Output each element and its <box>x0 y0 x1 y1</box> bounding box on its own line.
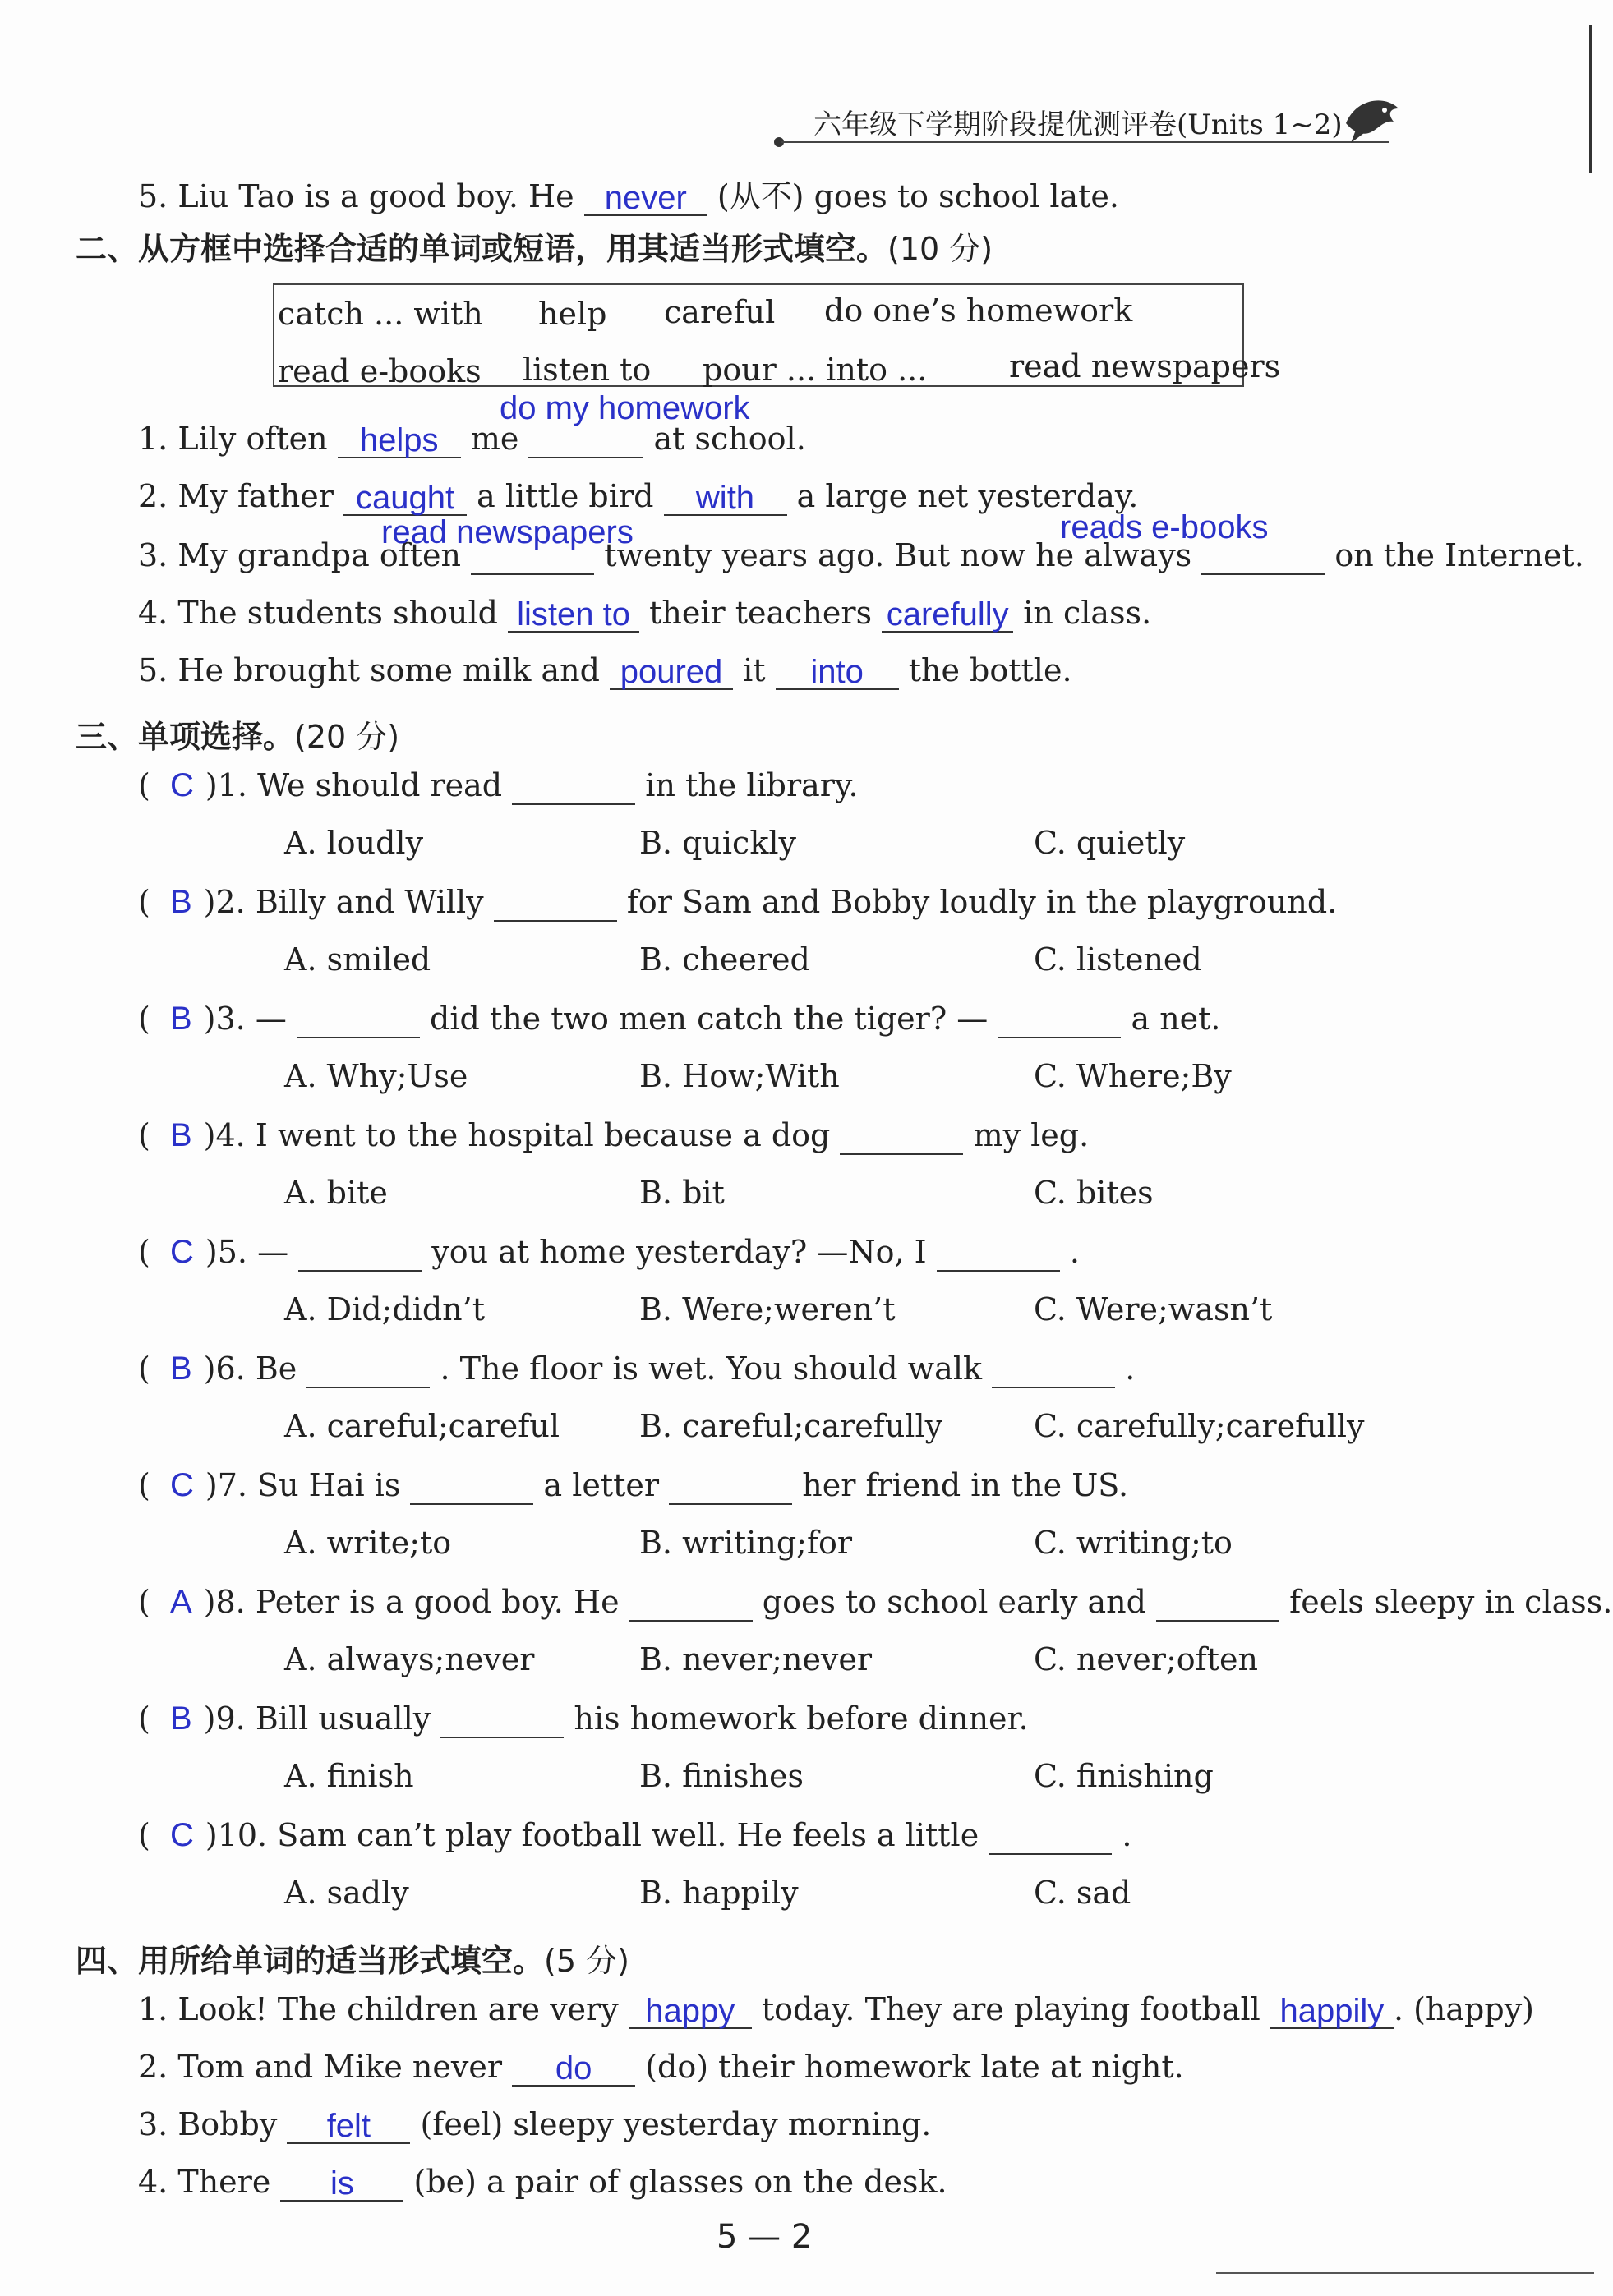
item-text: today. They are playing football <box>761 1991 1260 2027</box>
item-text: The students should <box>177 595 498 631</box>
item-number: 3. <box>138 2106 168 2142</box>
question-number: )5. <box>205 1234 247 1270</box>
item-text: My grandpa often <box>177 537 461 573</box>
choice-answer[interactable]: C <box>169 767 194 803</box>
s2-item4 <box>138 595 1151 633</box>
page-number: 5 — 2 <box>717 2218 813 2256</box>
item-number: 4. <box>138 2164 168 2200</box>
item-number: 1. <box>138 1991 168 2027</box>
option-b[interactable]: B. careful;carefully <box>639 1408 943 1444</box>
option-b[interactable]: B. bit <box>639 1175 725 1211</box>
option-a[interactable]: A. loudly <box>284 825 424 861</box>
question-text: Sam can’t play football well. He feels a little <box>277 1817 979 1853</box>
item-text: . (happy) <box>1393 1991 1534 2027</box>
s2-item2 <box>138 478 1138 516</box>
section-heading: 三、单项选择。 <box>76 719 295 755</box>
question-text: Peter is a good boy. He <box>255 1584 620 1620</box>
answer-text: caught <box>355 480 455 516</box>
open-paren: ( <box>138 1350 170 1387</box>
section2-title <box>76 223 993 269</box>
answer-text: into <box>810 654 864 690</box>
s4-item4 <box>138 2164 947 2202</box>
answer-blank[interactable] <box>669 1469 792 1505</box>
header-rule <box>781 141 1389 143</box>
item-text: twenty years ago. But now he always <box>604 537 1192 573</box>
footer-rule <box>1216 2272 1594 2274</box>
answer-blank[interactable] <box>280 2164 403 2202</box>
answer-blank[interactable] <box>494 886 617 922</box>
question-text: I went to the hospital because a dog <box>255 1117 831 1153</box>
answer-blank[interactable] <box>306 1352 430 1388</box>
option-a[interactable]: A. smiled <box>284 941 431 978</box>
open-paren: ( <box>138 1584 170 1620</box>
open-paren: ( <box>138 1001 170 1037</box>
item-number: 2. <box>138 478 168 514</box>
item-number: 1. <box>138 421 168 457</box>
s3-question <box>138 1234 1080 1272</box>
s3-question <box>138 884 1337 922</box>
item-text: Bobby <box>177 2106 278 2142</box>
item-text: Look! The children are very <box>177 1991 619 2027</box>
section3-title <box>76 711 399 757</box>
answer-blank[interactable] <box>512 2049 635 2087</box>
answer-text: never <box>604 180 687 216</box>
open-paren: ( <box>138 1467 170 1503</box>
answer-blank[interactable] <box>512 769 635 805</box>
option-c[interactable]: C. quietly <box>1034 825 1186 861</box>
s3-question <box>138 1117 1089 1155</box>
answer-text-above: reads e-books <box>1060 509 1269 545</box>
choice-answer[interactable]: B <box>169 1001 192 1037</box>
answer-text: with <box>695 480 755 516</box>
choice-answer[interactable]: B <box>169 884 192 920</box>
answer-text: do <box>555 2050 592 2087</box>
section-score: (5 分) <box>544 1943 629 1979</box>
answer-text-above: read newspapers <box>381 514 634 550</box>
answer-blank[interactable] <box>937 1235 1060 1272</box>
question-number: )9. <box>203 1700 246 1737</box>
question-text: in the library. <box>645 767 859 803</box>
item-text: Liu Tao is a good boy. He <box>177 178 574 214</box>
option-b[interactable]: B. never;never <box>639 1641 873 1677</box>
question-number: )7. <box>205 1467 247 1503</box>
item-text: He brought some milk and <box>177 652 600 688</box>
s3-question <box>138 1700 1029 1738</box>
box-word: catch ... with <box>278 296 483 332</box>
option-c[interactable]: C. Were;wasn’t <box>1034 1291 1273 1327</box>
item-number: 5. <box>138 178 168 214</box>
answer-blank[interactable] <box>629 1585 753 1622</box>
option-c[interactable]: C. listened <box>1034 941 1202 978</box>
question-text: Su Hai is <box>257 1467 401 1503</box>
answer-blank[interactable] <box>1270 1991 1394 2029</box>
section-heading: 二、从方框中选择合适的单词或短语，用其适当形式填空。 <box>76 231 888 267</box>
item-text: at school. <box>653 421 806 457</box>
box-word: do one’s homework <box>824 292 1133 329</box>
s3-question <box>138 1467 1128 1505</box>
answer-blank[interactable] <box>287 2106 410 2144</box>
box-word: read e-books <box>278 353 482 389</box>
option-a[interactable]: A. Did;didn’t <box>284 1291 485 1327</box>
answer-text-above: do my homework <box>500 390 750 426</box>
option-c[interactable]: C. Where;By <box>1034 1058 1232 1094</box>
item-number: 3. <box>138 537 168 573</box>
option-b[interactable]: B. How;With <box>639 1058 840 1094</box>
answer-blank[interactable] <box>343 478 467 516</box>
section-score: (20 分) <box>294 719 400 755</box>
option-c[interactable]: C. sad <box>1034 1875 1131 1911</box>
answer-text: felt <box>326 2108 371 2144</box>
s4-item2 <box>138 2049 1184 2087</box>
item-number: 2. <box>138 2049 168 2085</box>
item-text: a little bird <box>477 478 654 514</box>
open-paren: ( <box>138 1234 170 1270</box>
question-text: my leg. <box>973 1117 1090 1153</box>
question-number: )10. <box>205 1817 268 1853</box>
option-a[interactable]: A. write;to <box>284 1525 452 1561</box>
box-word: careful <box>664 294 776 330</box>
option-a[interactable]: A. always;never <box>284 1641 535 1677</box>
option-b[interactable]: B. writing;for <box>639 1525 853 1561</box>
s3-question <box>138 1001 1221 1038</box>
answer-blank[interactable] <box>584 178 707 216</box>
choice-answer[interactable]: C <box>169 1467 194 1503</box>
option-b[interactable]: B. cheered <box>639 941 810 978</box>
item-text: (be) a pair of glasses on the desk. <box>413 2164 947 2200</box>
option-b[interactable]: B. happily <box>639 1875 799 1911</box>
item-text: the bottle. <box>908 652 1072 688</box>
option-b[interactable]: B. finishes <box>639 1758 804 1794</box>
option-a[interactable]: A. careful;careful <box>284 1408 560 1444</box>
item-text: me <box>470 421 519 457</box>
answer-text: helps <box>359 422 439 458</box>
answer-text: happily <box>1279 1993 1385 2029</box>
box-word: listen to <box>523 352 652 388</box>
question-text: . The floor is wet. You should walk <box>440 1350 982 1387</box>
item-text: There <box>177 2164 271 2200</box>
item-text: in class. <box>1023 595 1152 631</box>
answer-blank[interactable] <box>508 595 639 633</box>
open-paren: ( <box>138 767 170 803</box>
question-text: goes to school early and <box>762 1584 1146 1620</box>
item-text: on the Internet. <box>1334 537 1584 573</box>
answer-blank[interactable] <box>664 478 787 516</box>
section-score: (10 分) <box>887 231 993 267</box>
option-c[interactable]: C. finishing <box>1034 1758 1214 1794</box>
s3-question <box>138 1817 1131 1855</box>
item-text: (do) their homework late at night. <box>645 2049 1184 2085</box>
answer-text: poured <box>620 654 723 690</box>
open-paren: ( <box>138 1700 170 1737</box>
question-number: )8. <box>203 1584 246 1620</box>
question-text: you at home yesterday? —No, I <box>431 1234 927 1270</box>
answer-blank[interactable] <box>998 1002 1121 1038</box>
answer-text: listen to <box>517 596 630 633</box>
answer-blank[interactable] <box>1156 1585 1279 1622</box>
question-text: Be <box>255 1350 297 1387</box>
question-text: did the two men catch the tiger? — <box>430 1001 989 1037</box>
answer-text: happy <box>645 1993 735 2029</box>
choice-answer[interactable]: C <box>169 1234 194 1270</box>
option-c[interactable]: C. carefully;carefully <box>1034 1408 1365 1444</box>
question-text: a letter <box>543 1467 660 1503</box>
item-text: (feel) sleepy yesterday morning. <box>420 2106 932 2142</box>
choice-answer[interactable]: B <box>169 1350 192 1387</box>
answer-blank[interactable] <box>528 422 643 458</box>
question-number: )4. <box>203 1117 246 1153</box>
question-text: We should read <box>257 767 503 803</box>
s2-item5 <box>138 652 1072 690</box>
s3-question <box>138 1584 1612 1622</box>
question-number: )1. <box>205 767 247 803</box>
question-text: feels sleepy in class. <box>1289 1584 1613 1620</box>
box-word: read newspapers <box>1009 348 1281 384</box>
question-text: his homework before dinner. <box>574 1700 1029 1737</box>
dolphin-mascot-icon <box>1339 90 1405 148</box>
item-text: a large net yesterday. <box>796 478 1139 514</box>
s4-item3 <box>138 2106 931 2144</box>
open-paren: ( <box>138 1117 170 1153</box>
answer-blank[interactable] <box>776 652 899 690</box>
section4-title <box>76 1935 629 1981</box>
answer-blank[interactable] <box>992 1352 1115 1388</box>
question-text: — <box>255 1001 287 1037</box>
question-text: her friend in the US. <box>802 1467 1129 1503</box>
item-text: Tom and Mike never <box>177 2049 503 2085</box>
box-word: help <box>538 296 607 332</box>
choice-answer[interactable]: B <box>169 1700 192 1737</box>
choice-answer[interactable]: C <box>169 1817 194 1853</box>
option-a[interactable]: A. sadly <box>284 1875 409 1911</box>
box-word: pour ... into ... <box>703 352 928 388</box>
option-a[interactable]: A. Why;Use <box>284 1058 468 1094</box>
item-number: 5. <box>138 652 168 688</box>
answer-blank[interactable] <box>629 1991 752 2029</box>
question-text: . <box>1122 1817 1132 1853</box>
option-c[interactable]: C. writing;to <box>1034 1525 1233 1561</box>
option-a[interactable]: A. bite <box>284 1175 388 1211</box>
option-b[interactable]: B. quickly <box>639 825 796 861</box>
option-c[interactable]: C. never;often <box>1034 1641 1258 1677</box>
s4-item1 <box>138 1991 1534 2029</box>
s3-question <box>138 1350 1135 1388</box>
answer-blank[interactable] <box>840 1119 963 1155</box>
item-text: it <box>743 652 766 688</box>
question-number: )6. <box>203 1350 246 1387</box>
question-text: . <box>1125 1350 1136 1387</box>
answer-blank[interactable] <box>298 1235 422 1272</box>
s1-item5 <box>138 171 1119 216</box>
question-text: a net. <box>1131 1001 1221 1037</box>
header-title: 六年级下学期阶段提优测评卷(Units 1~2) <box>813 108 1343 141</box>
option-b[interactable]: B. Were;weren’t <box>639 1291 896 1327</box>
section-heading: 四、用所给单词的适当形式填空。 <box>76 1943 545 1979</box>
question-text: for Sam and Bobby loudly in the playground. <box>626 884 1338 920</box>
question-text: — <box>257 1234 289 1270</box>
answer-blank[interactable] <box>989 1819 1112 1855</box>
option-a[interactable]: A. finish <box>284 1758 414 1794</box>
answer-blank[interactable] <box>610 652 733 690</box>
question-text: Billy and Willy <box>255 884 484 920</box>
s2-item3 <box>138 537 1584 575</box>
answer-blank[interactable] <box>882 595 1013 633</box>
choice-answer[interactable]: B <box>169 1117 192 1153</box>
item-text: Lily often <box>177 421 328 457</box>
answer-blank[interactable] <box>440 1702 564 1738</box>
item-text: their teachers <box>649 595 873 631</box>
option-c[interactable]: C. bites <box>1034 1175 1154 1211</box>
item-text: (从不) goes to school late. <box>717 178 1119 214</box>
answer-text: carefully <box>886 596 1009 633</box>
question-number: )2. <box>203 884 246 920</box>
s3-question <box>138 767 858 805</box>
question-number: )3. <box>203 1001 246 1037</box>
answer-text: is <box>330 2165 354 2202</box>
open-paren: ( <box>138 1817 170 1853</box>
item-number: 4. <box>138 595 168 631</box>
answer-blank[interactable] <box>410 1469 533 1505</box>
item-text: My father <box>177 478 334 514</box>
question-text: . <box>1069 1234 1080 1270</box>
page-edge-line <box>1589 25 1592 173</box>
open-paren: ( <box>138 884 170 920</box>
question-text: Bill usually <box>255 1700 431 1737</box>
answer-blank[interactable] <box>297 1002 420 1038</box>
choice-answer[interactable]: A <box>169 1584 192 1620</box>
answer-blank[interactable] <box>338 421 461 458</box>
